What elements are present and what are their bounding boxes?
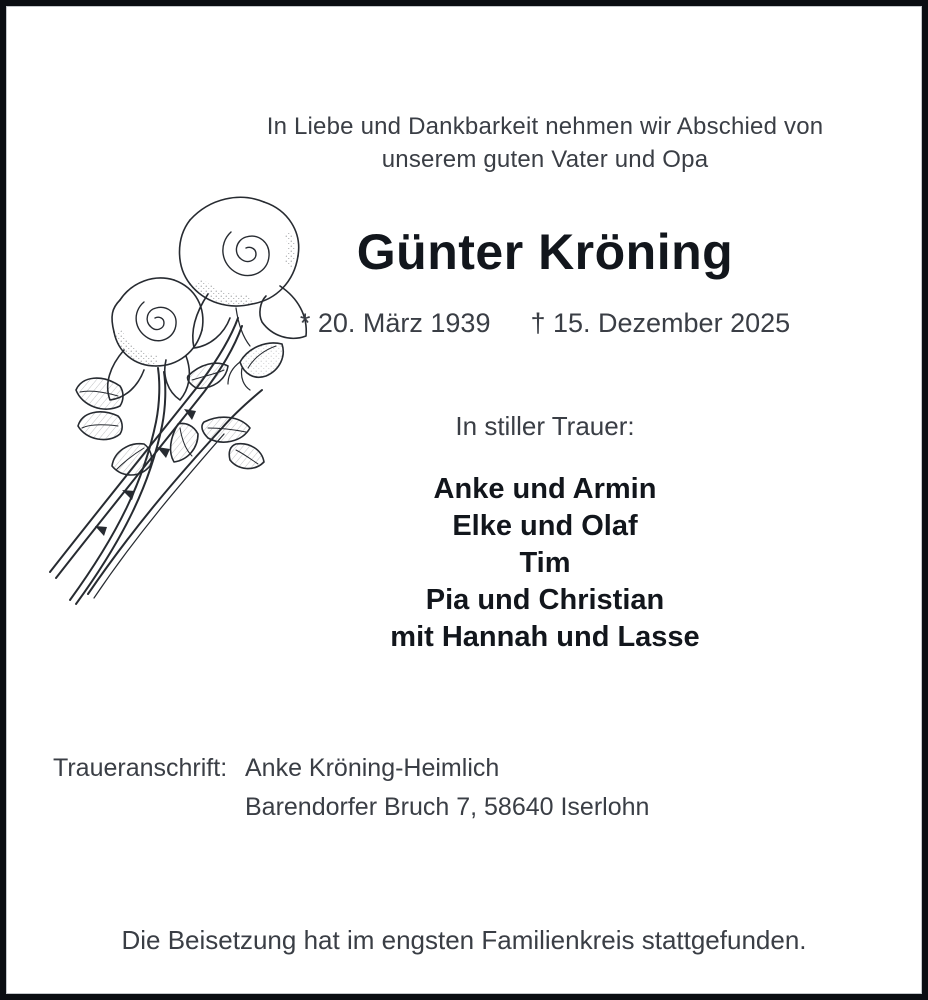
death-date: † 15. Dezember 2025 — [530, 308, 791, 338]
mourner-line: Elke und Olaf — [452, 510, 638, 542]
mourner-line: Anke und Armin — [433, 473, 657, 505]
mourning-address — [53, 749, 649, 827]
address-value — [245, 749, 649, 827]
closing-line: Die Beisetzung hat im engsten Familienkreis stattgefunden. — [121, 925, 807, 955]
mourner-line: Tim — [519, 547, 571, 579]
intro-text — [267, 110, 824, 176]
mourners-list — [390, 471, 699, 656]
mourner-line: Pia und Christian — [425, 584, 665, 616]
rose-illustration — [40, 190, 320, 610]
life-dates — [300, 306, 790, 340]
address-street: Barendorfer Bruch 7, 58640 Iserlohn — [245, 793, 650, 821]
deceased-name: Günter Kröning — [356, 224, 734, 280]
birth-date: * 20. März 1939 — [299, 308, 491, 338]
mourning-label: In stiller Trauer: — [455, 411, 635, 441]
intro-line-1: In Liebe und Dankbarkeit nehmen wir Abschied von — [266, 113, 824, 140]
intro-line-2: unserem guten Vater und Opa — [381, 146, 709, 173]
address-label: Traueranschrift: — [53, 754, 228, 782]
mourner-line: mit Hannah und Lasse — [390, 621, 700, 653]
address-name: Anke Kröning-Heimlich — [245, 754, 500, 782]
